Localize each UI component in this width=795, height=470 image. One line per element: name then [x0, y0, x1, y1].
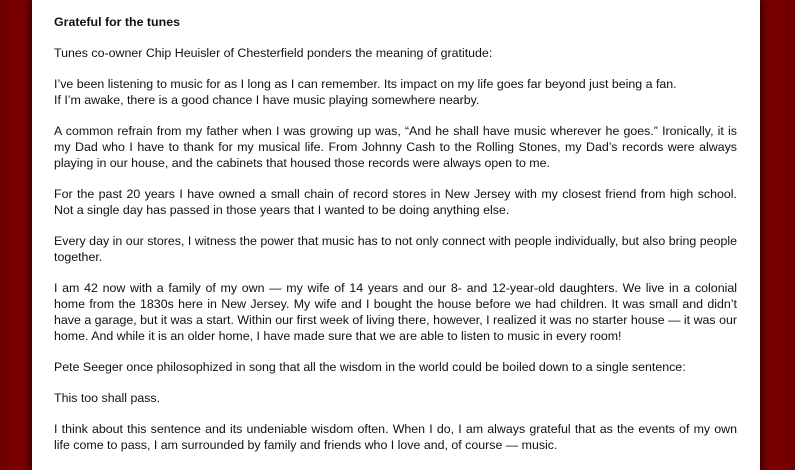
article-paragraph-8: This too shall pass.: [54, 391, 161, 405]
article-paragraph-4: For the past 20 years I have owned a small chain of record stores in New Jersey with my closest friend from high school. Not a single day has passed in those years that I wanted to be doing anything else.: [54, 187, 737, 217]
article-paragraph-3: A common refrain from my father when I was growing up was, “And he shall have music wherever he goes.” Ironically, it is my Dad who I have to thank for my musical life. From Johnny Cash to the Rolling Stones, my Dad’s records were always playing in our house, and the cabinets that housed those records were always open to me.: [54, 124, 737, 170]
article-title: Grateful for the tunes: [54, 15, 180, 29]
article-paragraph-9: I think about this sentence and its undeniable wisdom often. When I do, I am always grateful that as the events of my own life come to pass, I am surrounded by family and friends who I love and, of course — music.: [54, 422, 737, 452]
article-paragraph-6: I am 42 now with a family of my own — my wife of 14 years and our 8- and 12-year-old daughters. We live in a colonial home from the 1830s here in New Jersey. My wife and I bought the house before we had children. It was small and didn’t have a garage, but it was a start. Within our first week of living there, however, I realized it was no starter house — it was our home. And while it is an older home, I have made sure that we are able to listen to music in every room!: [54, 281, 737, 343]
article-paragraph-1: Tunes co-owner Chip Heuisler of Chesterfield ponders the meaning of gratitude:: [54, 46, 493, 60]
article-content: [54, 14, 737, 453]
article-page: [32, 0, 760, 470]
article-paragraph-2: I’ve been listening to music for as I long as I can remember. Its impact on my life goes far beyond just being a fan. If I’m awake, there is a good chance I have music playing somewhere nearby.: [54, 77, 677, 107]
article-paragraph-7: Pete Seeger once philosophized in song that all the wisdom in the world could be boiled down to a single sentence:: [54, 360, 686, 374]
article-paragraph-5: Every day in our stores, I witness the power that music has to not only connect with people individually, but also bring people together.: [54, 234, 737, 264]
